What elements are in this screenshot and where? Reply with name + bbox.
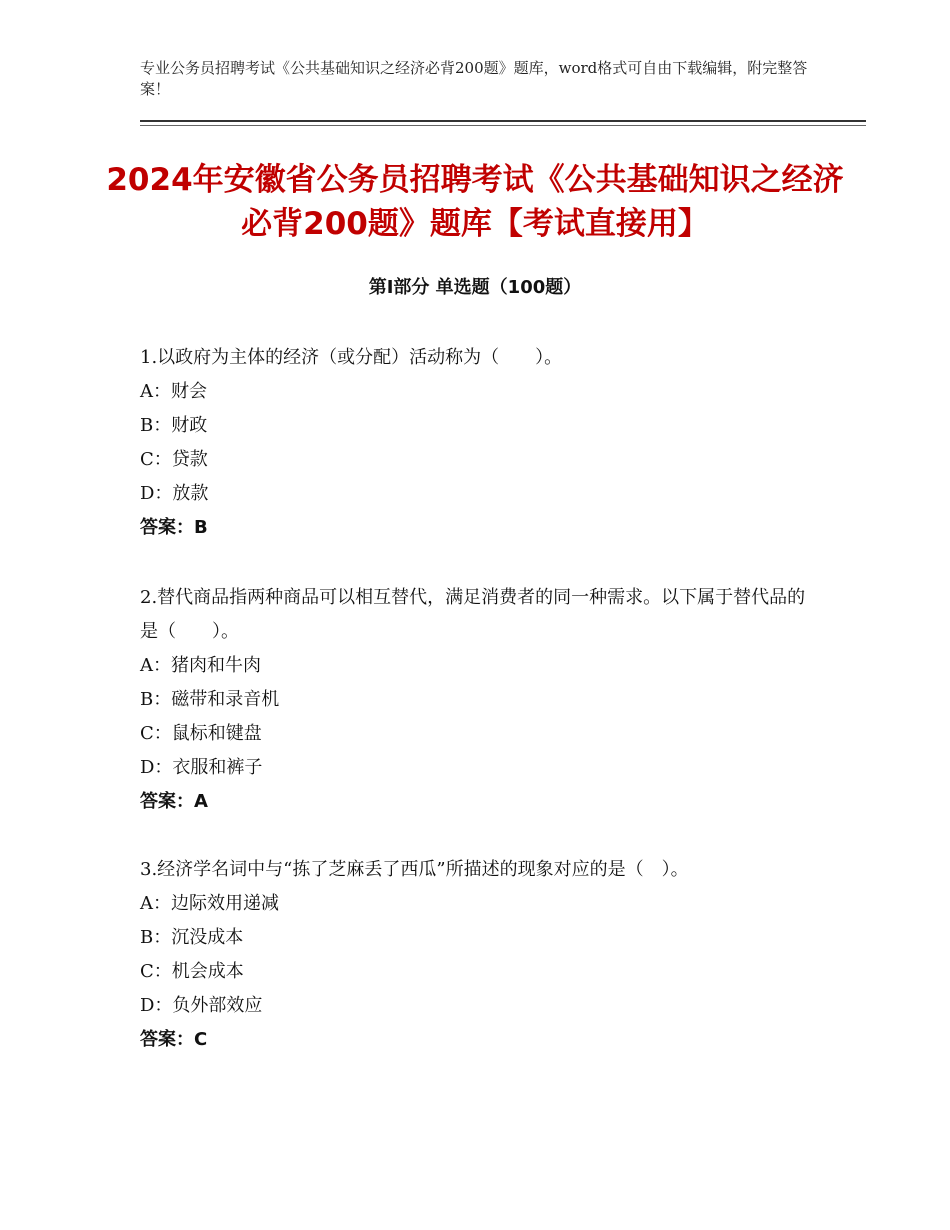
option-a: A：财会 [140, 381, 207, 402]
header-divider-thick [140, 120, 866, 122]
option-b: B：磁带和录音机 [140, 689, 280, 710]
question-3 [140, 853, 820, 1057]
section-heading: 第Ⅰ部分 单选题（100题） [368, 277, 582, 298]
answer: 答案：C [140, 1029, 208, 1050]
option-a: A：边际效用递减 [140, 893, 279, 914]
answer: 答案：B [140, 517, 208, 538]
question-2 [140, 581, 820, 819]
option-d: D：负外部效应 [140, 995, 263, 1016]
header-note: 专业公务员招聘考试《公共基础知识之经济必背200题》题库，word格式可自由下载编辑，附完整答案！ [140, 59, 808, 98]
option-b: B：沉没成本 [140, 927, 244, 948]
option-a: A：猪肉和牛肉 [140, 655, 261, 676]
question-stem: 2.替代商品指两种商品可以相互替代，满足消费者的同一种需求。以下属于替代品的是（ ）。 [140, 587, 806, 642]
option-c: C：鼠标和键盘 [140, 723, 262, 744]
option-d: D：放款 [140, 483, 209, 504]
answer: 答案：A [140, 791, 208, 812]
header-divider-thin [140, 125, 866, 126]
option-c: C：贷款 [140, 449, 208, 470]
question-1 [140, 341, 820, 545]
option-d: D：衣服和裤子 [140, 757, 263, 778]
question-stem: 3.经济学名词中与“拣了芝麻丢了西瓜”所描述的现象对应的是（ ）。 [140, 859, 689, 880]
option-b: B：财政 [140, 415, 208, 436]
question-stem: 1.以政府为主体的经济（或分配）活动称为（ ）。 [140, 347, 563, 368]
document-title: 2024年安徽省公务员招聘考试《公共基础知识之经济必背200题》题库【考试直接用】 [106, 162, 844, 242]
option-c: C：机会成本 [140, 961, 244, 982]
